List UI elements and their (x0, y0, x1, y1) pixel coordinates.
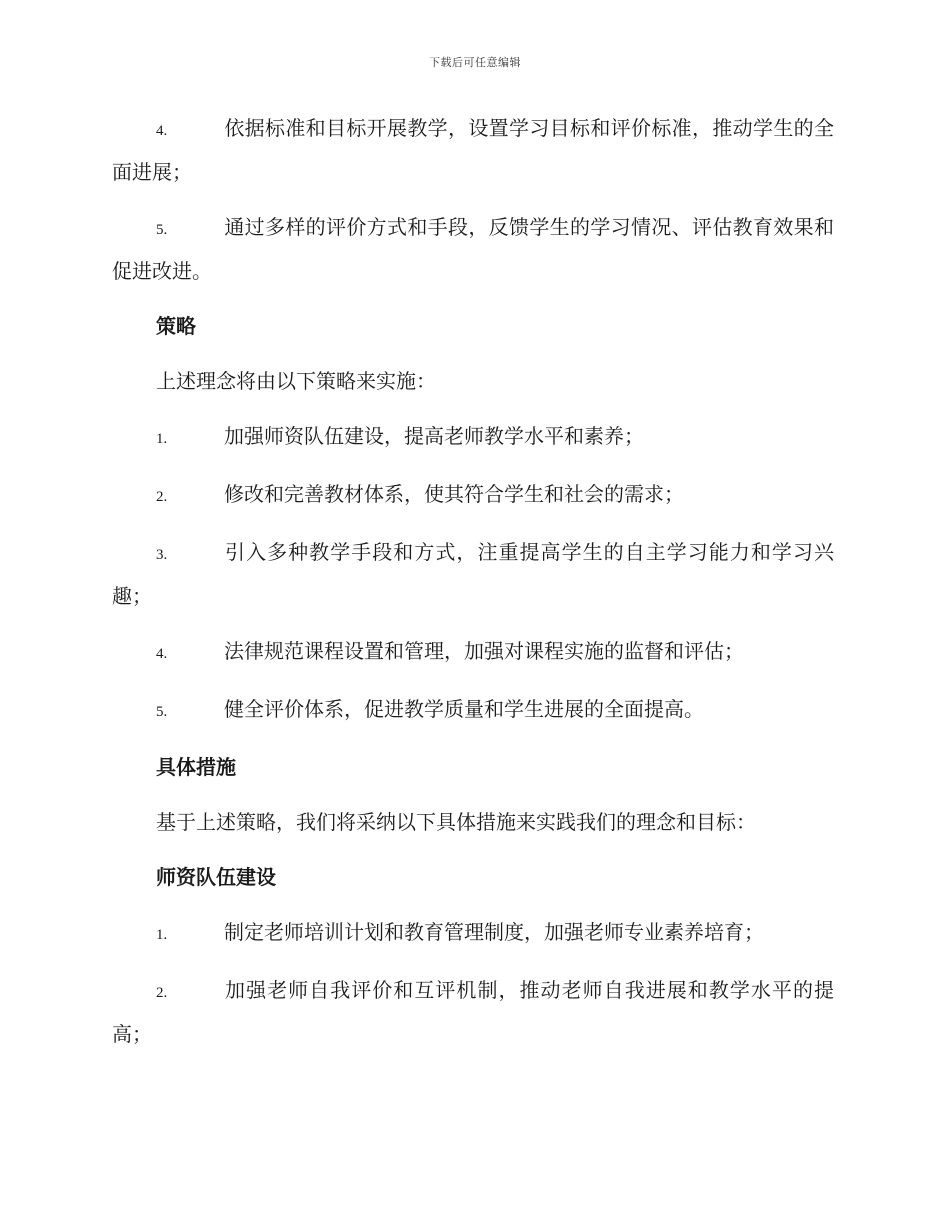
list-text: 加强师资队伍建设，提高老师教学水平和素养； (224, 424, 644, 448)
list-item (112, 970, 834, 1055)
list-item (112, 207, 834, 292)
list-number: 2. (156, 985, 168, 1001)
list-number: 5. (156, 222, 168, 238)
list-number: 5. (156, 704, 168, 720)
list-text: 加强老师自我评价和互评机制，推动老师自我进展和教学水平的提高； (112, 978, 834, 1046)
list-text: 通过多样的评价方式和手段，反馈学生的学习情况、评估教育效果和促进改进。 (112, 215, 834, 283)
list-text: 引入多种教学手段和方式，注重提高学生的自主学习能力和学习兴趣； (112, 540, 834, 608)
list-text: 制定老师培训计划和教育管理制度，加强老师专业素养培育； (224, 920, 764, 944)
list-number: 4. (156, 646, 168, 662)
list-item (112, 532, 834, 617)
list-item (112, 108, 834, 193)
list-item (112, 912, 834, 956)
page-header: 下载后可任意编辑 (429, 56, 521, 69)
list-number: 1. (156, 927, 168, 943)
list-item (112, 631, 834, 675)
list-number: 3. (156, 547, 168, 563)
list-text: 健全评价体系，促进教学质量和学生进展的全面提高。 (224, 697, 704, 721)
list-number: 1. (156, 431, 168, 447)
section-heading-teachers: 师资队伍建设 (156, 865, 276, 889)
section-heading-strategy: 策略 (156, 314, 196, 338)
paragraph: 上述理念将由以下策略来实施： (156, 369, 436, 393)
list-item (112, 416, 834, 460)
list-number: 2. (156, 489, 168, 505)
section-heading-measures: 具体措施 (156, 755, 236, 779)
paragraph: 基于上述策略，我们将采纳以下具体措施来实践我们的理念和目标： (156, 810, 756, 834)
list-item (112, 474, 834, 518)
list-number: 4. (156, 123, 168, 139)
list-text: 法律规范课程设置和管理，加强对课程实施的监督和评估； (224, 639, 744, 663)
document-body (112, 108, 834, 1069)
list-item (112, 689, 834, 733)
list-text: 依据标准和目标开展教学，设置学习目标和评价标准，推动学生的全面进展； (112, 116, 834, 184)
list-text: 修改和完善教材体系，使其符合学生和社会的需求； (224, 482, 684, 506)
